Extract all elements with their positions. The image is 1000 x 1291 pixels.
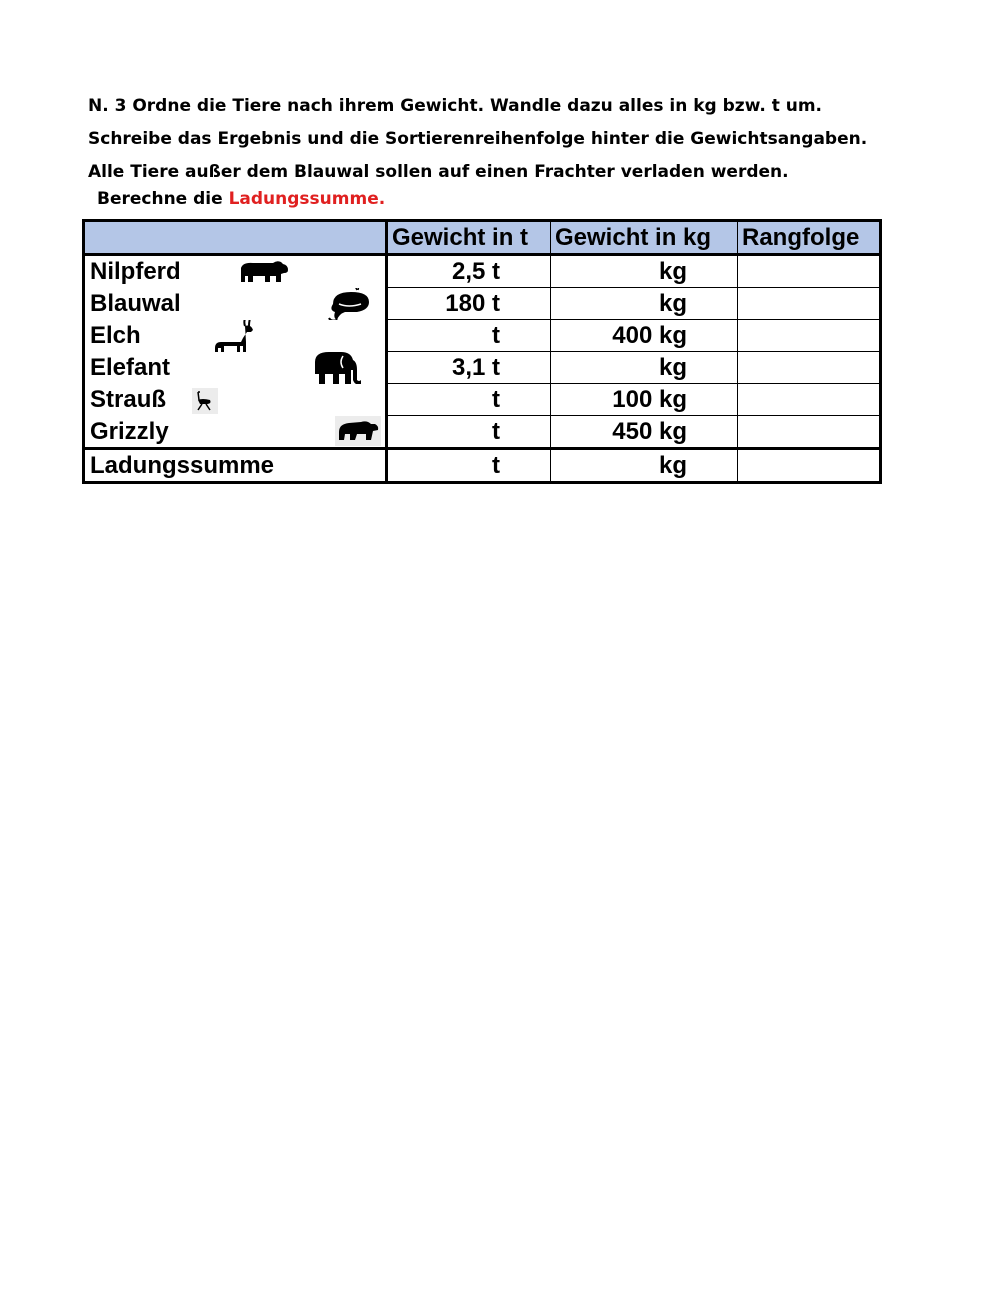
header-blank bbox=[84, 221, 387, 255]
header-rank: Rangfolge bbox=[738, 221, 881, 255]
instruction-line-4 bbox=[97, 189, 385, 209]
sum-rank-cell[interactable] bbox=[738, 449, 881, 483]
rank-cell[interactable] bbox=[738, 288, 881, 320]
animal-name-cell bbox=[84, 255, 387, 288]
whale-icon bbox=[325, 288, 373, 312]
antelope-icon bbox=[211, 320, 257, 342]
animal-name-cell bbox=[84, 288, 387, 320]
rank-cell[interactable] bbox=[738, 255, 881, 288]
weight-t-cell[interactable]: t bbox=[387, 384, 551, 416]
instruction-line-1: N. 3 Ordne die Tiere nach ihrem Gewicht. Wandle dazu alles in kg bzw. t um. bbox=[88, 96, 823, 116]
sum-weight-t-cell[interactable]: t bbox=[387, 449, 551, 483]
animal-name-cell bbox=[84, 352, 387, 384]
animal-name: Grizzly bbox=[90, 417, 169, 445]
weight-kg-cell[interactable]: 400 kg bbox=[551, 320, 738, 352]
weights-table bbox=[82, 219, 882, 484]
weight-t-cell[interactable]: 2,5 t bbox=[387, 255, 551, 288]
weight-kg-cell[interactable]: 100 kg bbox=[551, 384, 738, 416]
sum-row bbox=[84, 449, 881, 483]
animal-name: Strauß bbox=[90, 386, 167, 413]
weight-t-cell[interactable]: t bbox=[387, 320, 551, 352]
table-row bbox=[84, 288, 881, 320]
weight-t-cell[interactable]: t bbox=[387, 416, 551, 449]
instruction-line-3: Alle Tiere außer dem Blauwal sollen auf einen Frachter verladen werden. bbox=[88, 162, 789, 182]
header-row bbox=[84, 221, 881, 255]
weight-kg-cell[interactable]: kg bbox=[551, 288, 738, 320]
animal-name: Elch bbox=[90, 322, 141, 349]
animal-name-cell bbox=[84, 384, 387, 416]
table-row bbox=[84, 255, 881, 288]
weight-t-cell[interactable]: 180 t bbox=[387, 288, 551, 320]
instruction-prefix: Berechne die bbox=[97, 189, 229, 209]
weight-kg-cell[interactable]: kg bbox=[551, 255, 738, 288]
weight-kg-cell[interactable]: kg bbox=[551, 352, 738, 384]
table-row bbox=[84, 352, 881, 384]
weight-kg-cell[interactable]: 450 kg bbox=[551, 416, 738, 449]
animal-name: Blauwal bbox=[90, 290, 181, 317]
ostrich-icon bbox=[192, 388, 218, 416]
hippo-icon bbox=[237, 258, 289, 286]
elephant-icon bbox=[309, 352, 361, 378]
highlight-ladungssumme: Ladungssumme. bbox=[228, 189, 386, 209]
rank-cell[interactable] bbox=[738, 416, 881, 449]
bear-icon bbox=[335, 416, 381, 442]
weight-t-cell[interactable]: 3,1 t bbox=[387, 352, 551, 384]
header-weight-t: Gewicht in t bbox=[387, 221, 551, 255]
header-weight-kg: Gewicht in kg bbox=[551, 221, 738, 255]
animal-name-cell bbox=[84, 416, 387, 449]
table-row bbox=[84, 320, 881, 352]
table-row bbox=[84, 384, 881, 416]
rank-cell[interactable] bbox=[738, 384, 881, 416]
table-row bbox=[84, 416, 881, 449]
sum-label-cell: Ladungssumme bbox=[84, 449, 387, 483]
sum-weight-kg-cell[interactable]: kg bbox=[551, 449, 738, 483]
rank-cell[interactable] bbox=[738, 352, 881, 384]
animal-name-cell bbox=[84, 320, 387, 352]
animal-name: Elefant bbox=[90, 354, 171, 381]
animal-name: Nilpferd bbox=[90, 258, 181, 286]
instruction-line-2: Schreibe das Ergebnis und die Sortierenreihenfolge hinter die Gewichtsangaben. bbox=[88, 129, 868, 149]
rank-cell[interactable] bbox=[738, 320, 881, 352]
